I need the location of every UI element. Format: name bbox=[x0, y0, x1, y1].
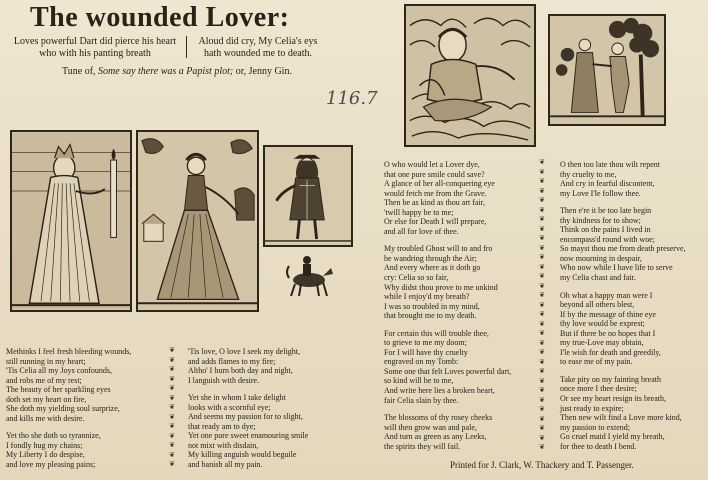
verse-line: For certain this will trouble thee, bbox=[384, 328, 489, 338]
verse-line: My Liberty I do despise, bbox=[6, 450, 85, 460]
verse-line: 'twill happy be to me; bbox=[384, 207, 454, 217]
verse-line: I languish with desire. bbox=[188, 375, 260, 385]
verse-line: and adds flames to my fire; bbox=[188, 356, 276, 366]
verse-line bbox=[384, 405, 511, 413]
woodcut-horseman bbox=[283, 250, 337, 300]
verse-line: The beauty of her sparkling eyes bbox=[6, 385, 111, 395]
verse-line: so kind will be to me, bbox=[384, 376, 454, 386]
verse-line: Altho' I burn both day and night, bbox=[188, 366, 293, 376]
verse-line: Then e're it be too late begin bbox=[560, 206, 652, 216]
verse-line bbox=[560, 198, 686, 206]
verse-column-4 bbox=[560, 160, 686, 451]
tune-line bbox=[62, 66, 292, 77]
verse-line: Or else for Death I will prepare, bbox=[384, 217, 487, 227]
verse-line: Yet she in whom I take delight bbox=[188, 393, 286, 403]
verse-line: my Celia chast and fair. bbox=[560, 273, 636, 283]
subtitle-right bbox=[188, 36, 328, 60]
verse-line: Yet tho she doth so tyrannize, bbox=[6, 431, 101, 441]
verse-line bbox=[188, 385, 308, 393]
verse-line: 'Tis Celia all my Joys confounds, bbox=[6, 366, 113, 376]
verse-line: She doth my yielding soul surprize, bbox=[6, 404, 120, 414]
tune-suffix: or, Jenny Gin. bbox=[235, 66, 292, 77]
verse-line: And cry in fearful discontent, bbox=[560, 179, 655, 189]
verse-line: And every where as it doth go bbox=[384, 263, 481, 273]
verse-line: And write here lies a broken heart, bbox=[384, 386, 495, 396]
verse-line: Oh what a happy man were I bbox=[560, 290, 653, 300]
tune-prefix: Tune of, bbox=[62, 66, 96, 77]
verse-line bbox=[384, 236, 511, 244]
woodcut-angel-clouds bbox=[404, 4, 536, 147]
verse-line: doth set my heart on fire, bbox=[6, 394, 87, 404]
verse-line: And seems my passion for to slight, bbox=[188, 412, 303, 422]
ballad-title: The wounded Lover: bbox=[30, 2, 290, 33]
verse-line: So mayst thou me from death preserve, bbox=[560, 244, 686, 254]
verse-line: looks with a scornful eye; bbox=[188, 402, 271, 412]
verse-line: just ready to expire; bbox=[560, 403, 624, 413]
verse-line: that brought me to my death. bbox=[384, 311, 477, 321]
verse-line: now mourning in despair, bbox=[560, 253, 642, 263]
subtitle-left-line: Loves powerful Dart did pierce his heart bbox=[13, 36, 177, 47]
verse-line: If by the message of thine eye bbox=[560, 309, 656, 319]
verse-line: once more I thee desire; bbox=[560, 384, 637, 394]
verse-line: thy kindness for to show; bbox=[560, 215, 641, 225]
verse-line: Why didst thou prove to me unkind bbox=[384, 282, 498, 292]
verse-line: Methinks I feel fresh bleeding wounds, bbox=[6, 347, 132, 356]
verse-line: while I enjoy'd my breath? bbox=[384, 292, 470, 302]
verse-line: to grieve to me my doom; bbox=[384, 338, 467, 348]
woodcut-lady bbox=[136, 130, 259, 312]
verse-line: my passion to extend; bbox=[560, 422, 630, 432]
verse-line: and kills me with desire. bbox=[6, 413, 85, 423]
verse-line: A glance of her all-conquering eye bbox=[384, 179, 495, 189]
verse-line: O who would let a Lover dye, bbox=[384, 160, 480, 169]
subtitle-right-line: hath wounded me to death. bbox=[203, 48, 313, 59]
verse-line: Who now while I have life to serve bbox=[560, 263, 673, 273]
verse-line: for thee to death I bend. bbox=[560, 441, 637, 451]
printer-imprint: Printed for J. Clark, W. Thackery and T. Passenger. bbox=[450, 460, 634, 470]
verse-line: thy cruelty to me, bbox=[560, 169, 617, 179]
column-ornament-1: ❦ ❦ ❦ ❦ ❦ ❦ ❦ ❦ ❦ ❦ ❦ ❦ ❦ bbox=[169, 346, 175, 468]
verse-line: Think on the pains I lived in bbox=[560, 225, 651, 235]
verse-line: My killing anguish would beguile bbox=[188, 450, 297, 460]
verse-line: be wandring through the Air; bbox=[384, 253, 477, 263]
verse-line: cry: Celia so so fair, bbox=[384, 273, 449, 283]
verse-line bbox=[384, 321, 511, 329]
verse-line: The blossoms of thy rosey cheeks bbox=[384, 413, 493, 423]
verse-line: O then too late thou wilt repent bbox=[560, 160, 660, 169]
column-ornament-2: ❦ ❦ ❦ ❦ ❦ ❦ ❦ ❦ ❦ ❦ ❦ ❦ ❦ ❦ ❦ ❦ ❦ ❦ ❦ ❦ ❦ ❦ ❦ ❦ ❦ ❦ ❦ ❦ ❦ ❦ ❦ bbox=[539, 158, 545, 451]
subtitle-left bbox=[4, 36, 186, 60]
handwritten-mark: 116.7 bbox=[326, 88, 378, 109]
verse-line: Or see my heart resign its breath, bbox=[560, 394, 666, 404]
verse-line: For I will have thy cruelty bbox=[384, 347, 468, 357]
subtitle-right-line: Aloud did cry, My Celia's eys bbox=[198, 36, 318, 47]
verse-line: Then new wilt find a Love more kind, bbox=[560, 413, 682, 423]
verse-line: my Love I'le follow thee. bbox=[560, 188, 641, 198]
verse-line: I was so troubled in my mind, bbox=[384, 301, 480, 311]
verse-line: will then grow wan and pale, bbox=[384, 422, 477, 432]
verse-line: Then be as kind as thou art fair, bbox=[384, 198, 485, 208]
verse-line: And turn as green as any Leeks, bbox=[384, 432, 487, 442]
woodcut-couple-tree bbox=[548, 14, 666, 126]
verse-line: I fondly hug my chains; bbox=[6, 440, 83, 450]
verse-line: beyond all others blest, bbox=[560, 300, 635, 310]
verse-line: my true-Love may obtain, bbox=[560, 338, 644, 348]
verse-line: But if there be no hopes that I bbox=[560, 328, 656, 338]
woodcut-gentleman bbox=[263, 145, 353, 247]
verse-line: and banish all my pain. bbox=[188, 460, 263, 470]
verse-line: and love my pleasing pains; bbox=[6, 460, 96, 470]
verse-line bbox=[6, 423, 131, 431]
verse-line: would fetch me from the Grave. bbox=[384, 188, 487, 198]
verse-line: and all for love of thee. bbox=[384, 226, 459, 236]
verse-column-2 bbox=[188, 347, 308, 470]
verse-line: that one pure smile could save? bbox=[384, 169, 485, 179]
verse-line: 'Tis love, O love I seek my delight, bbox=[188, 347, 301, 356]
subtitle-divider bbox=[186, 36, 187, 58]
verse-line: Take pity on my fainting breath bbox=[560, 374, 661, 384]
verse-line: still running in my heart; bbox=[6, 356, 86, 366]
verse-line: I'le wish for death and greedily, bbox=[560, 347, 661, 357]
verse-line: engraved on my Tomb: bbox=[384, 357, 459, 367]
verse-line: fair Celia slain by thee. bbox=[384, 395, 459, 405]
verse-line: thy love would be exprest; bbox=[560, 319, 645, 329]
verse-line: the spirits they will fail. bbox=[384, 441, 461, 451]
verse-line: that ready am to dye; bbox=[188, 421, 256, 431]
verse-line: My troubled Ghost will to and fro bbox=[384, 244, 493, 254]
verse-line: Yet one pure sweet enamouring smile bbox=[188, 431, 309, 441]
verse-line bbox=[560, 283, 686, 291]
subtitle-left-line: who with his panting breath bbox=[39, 48, 151, 59]
woodcut-ghost-candle bbox=[10, 130, 132, 312]
verse-line bbox=[560, 367, 686, 375]
tune-name: Some say there was a Papist plot; bbox=[98, 66, 234, 77]
verse-line: and robs me of my rest; bbox=[6, 375, 82, 385]
verse-column-3 bbox=[384, 160, 511, 451]
verse-line: not mixt with disdain, bbox=[188, 440, 259, 450]
verse-line: Go cruel maid I yield my breath, bbox=[560, 432, 665, 442]
verse-column-1 bbox=[6, 347, 131, 470]
verse-line: to ease me of my pain. bbox=[560, 357, 633, 367]
verse-line: encompass'd round with woe; bbox=[560, 234, 655, 244]
verse-line: Some one that felt Loves powerful dart, bbox=[384, 366, 512, 376]
